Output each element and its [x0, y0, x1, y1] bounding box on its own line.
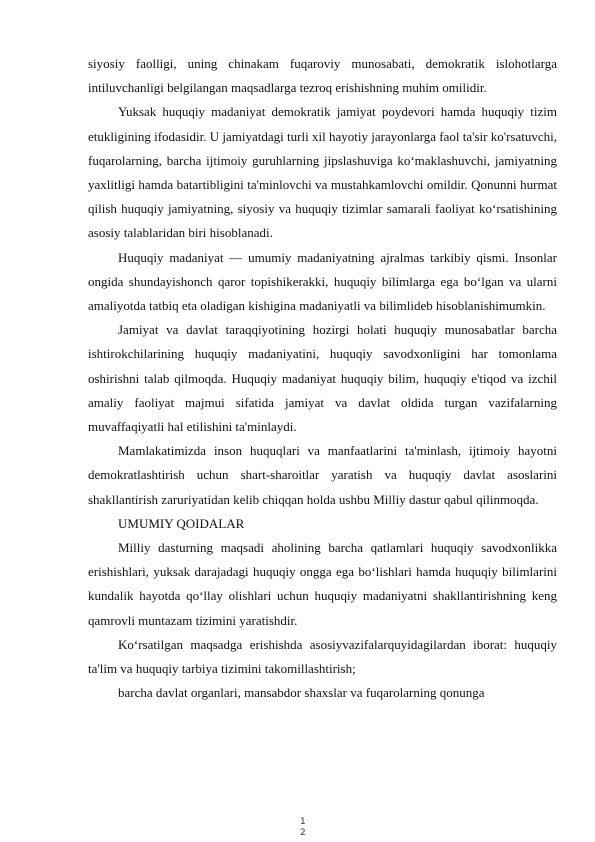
paragraph-2: Yuksak huquqiy madaniyat demokratik jamiyat poydevori hamda huquqiy tizim etukligining ifodasidir. U jamiyatdagi turli xil hayotiy jarayonlarga faol ta'sir ko'rsatuvchi, fuqarolarning, barcha ijtimoiy guruhlarning jipslashuviga ko‘maklashuvchi, jamiyatning yaxlitligi hamda batartibligini ta'minlovchi va mustahkamlovchi omildir. Qonunni hurmat qilish huquqiy jamiyatning, siyosiy va huquqiy tizimlar samarali faoliyat ko‘rsatishining asosiy talablaridan biri hisoblanadi.	[88, 104, 557, 241]
paragraph-8: barcha davlat organlari, mansabdor shaxslar va fuqarolarning qonunga	[118, 685, 485, 701]
paragraph-4: Jamiyat va davlat taraqqiyotining hozirgi holati huquqiy munosabatlar barcha ishtirokchilarining huquqiy madaniyatini, huquqiy savodxonligini har tomonlama oshirishni talab qilmoqda. Huquqiy madaniyat huquqiy bilim, huquqiy e'tiqod va izchil amaliy faoliyat majmui sifatida jamiyat va davlat oldida turgan vazifalarning muvaffaqiyatli hal etilishini ta'minlaydi.	[88, 322, 557, 435]
paragraph-3: Huquqiy madaniyat — umumiy madaniyatning ajralmas tarkibiy qismi. Insonlar ongida shundayishonch qaror topishikerakki, huquqiy bilimlarga ega bo‘lgan va ularni amaliyotda tatbiq eta oladigan kishigina madaniyatli va bilimlideb hisoblanishimumkin.	[88, 249, 557, 314]
paragraph-5: Mamlakatimizda inson huquqlari va manfaatlarini ta'minlash, ijtimoiy hayotni demokratlashtirish uchun shart-sharoitlar yaratish va huquqiy davlat asoslarini shakllantirish zaruriyatidan kelib chiqqan holda ushbu Milliy dastur qabul qilinmoqda.	[88, 443, 557, 507]
page-number-digit-1: 1	[300, 817, 307, 827]
document-body	[88, 52, 557, 705]
page-number	[300, 817, 330, 839]
page-number-digit-2: 2	[300, 828, 307, 838]
section-heading: UMUMIY QOIDALAR	[118, 515, 245, 531]
paragraph-6: Milliy dasturning maqsadi aholining barcha qatlamlari huquqiy savodxonlikka erishishlari, yuksak darajadagi huquqiy ongga ega bo‘lishlari hamda huquqiy bilimlarini kundalik hayotda qo‘llay olishlari uchun huquqiy madaniyatni shakllantirishning keng qamrovli muntazam tizimini yaratishdir.	[88, 540, 557, 628]
paragraph-7: Ko‘rsatilgan maqsadga erishishda asosiyvazifalarquyidagilardan iborat: huquqiy ta'lim va huquqiy tarbiya tizimini takomillashtirish;	[88, 636, 557, 677]
paragraph-1: siyosiy faolligi, uning chinakam fuqaroviy munosabati, demokratik islohotlarga intiluvchanligi belgilangan maqsadlarga tezroq erishishning muhim omilidir.	[88, 56, 557, 96]
